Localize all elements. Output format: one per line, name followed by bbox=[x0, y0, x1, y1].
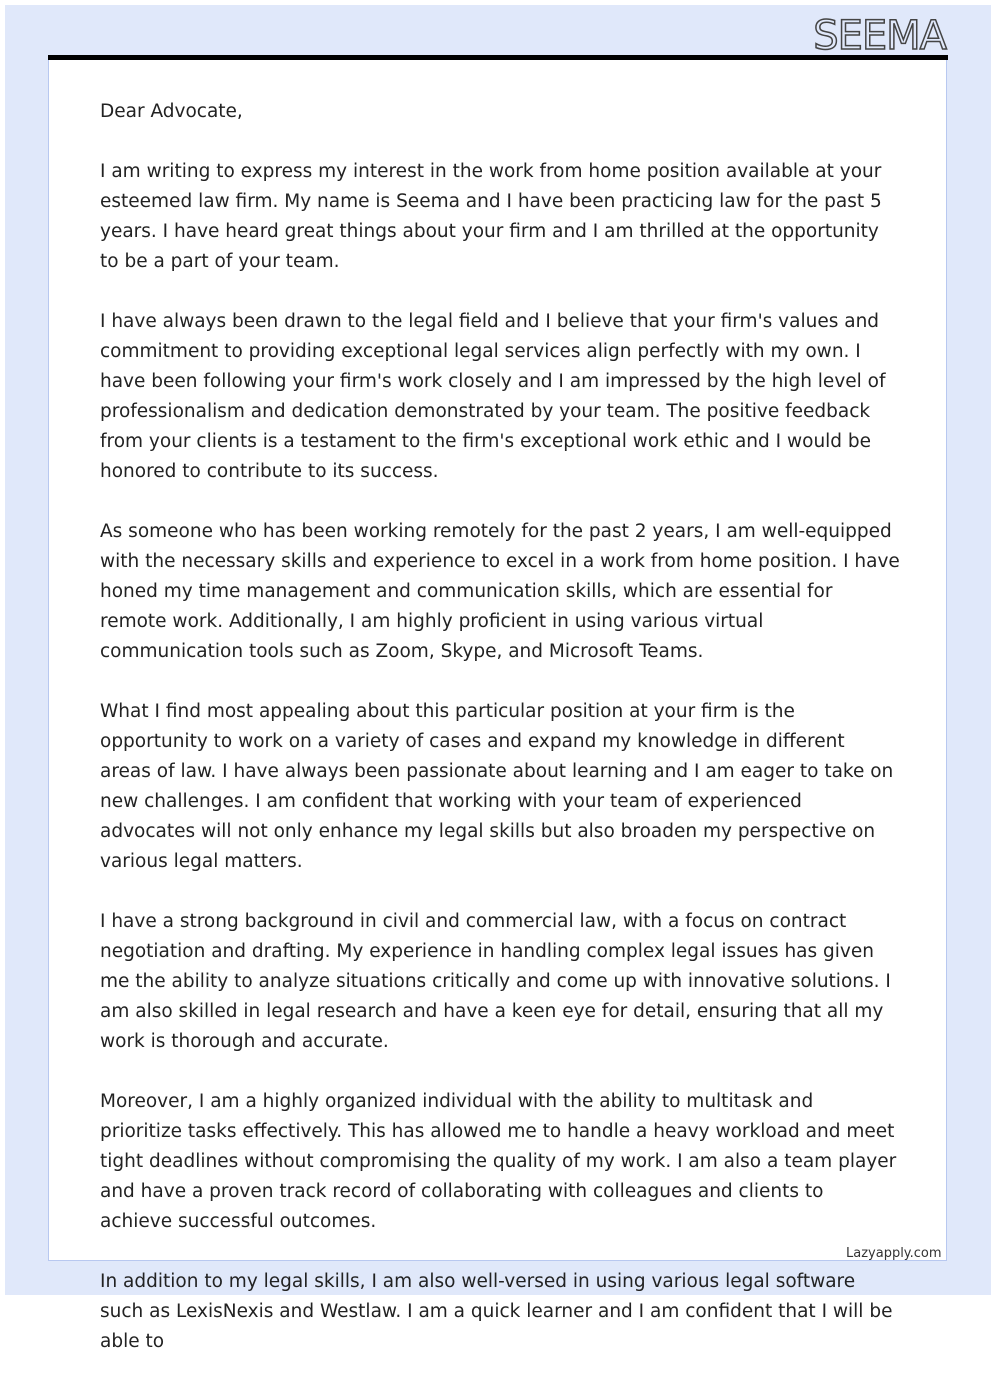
paragraph: What I find most appealing about this particular position at your firm is the opportunity to work on a variety of cases and expand my knowledge in different areas of law. I have always been passionate about learning and I am eager to take on new challenges. I am confident that working with your team of experienced advocates will not only enhance my legal skills but also broaden my perspective on various legal matters. bbox=[100, 701, 894, 872]
paragraph: I have always been drawn to the legal field and I believe that your firm's values and commitment to providing exceptional legal services align perfectly with my own. I have been following your firm's work closely and I am impressed by the high level of professionalism and dedication demonstrated by your team. The positive feedback from your clients is a testament to the firm's exceptional work ethic and I would be honored to contribute to its success. bbox=[100, 311, 886, 482]
paragraph: Moreover, I am a highly organized individual with the ability to multitask and prioritize tasks effectively. This has allowed me to handle a heavy workload and meet tight deadlines without compromising the quality of my work. I am also a team player and have a proven track record of collaborating with colleagues and clients to achieve successful outcomes. bbox=[100, 1091, 897, 1232]
letter-body bbox=[100, 97, 900, 1387]
salutation: Dear Advocate, bbox=[100, 101, 243, 122]
paragraph: I have a strong background in civil and commercial law, with a focus on contract negotiation and drafting. My experience in handling complex legal issues has given me the ability to analyze situations critically and come up with innovative solutions. I am also skilled in legal research and have a keen eye for detail, ensuring that all my work is thorough and accurate. bbox=[100, 911, 891, 1052]
paragraph: I am writing to express my interest in the work from home position available at your esteemed law firm. My name is Seema and I have been practicing law for the past 5 years. I have heard great things about your firm and I am thrilled at the opportunity to be a part of your team. bbox=[100, 161, 882, 272]
brand-name: SEEMA bbox=[813, 13, 946, 59]
watermark: Lazyapply.com bbox=[846, 1246, 942, 1261]
paragraph: As someone who has been working remotely for the past 2 years, I am well-equipped with the necessary skills and experience to excel in a work from home position. I have honed my time management and communication skills, which are essential for remote work. Additionally, I am highly proficient in using various virtual communication tools such as Zoom, Skype, and Microsoft Teams. bbox=[100, 521, 900, 662]
paragraph: In addition to my legal skills, I am also well-versed in using various legal software such as LexisNexis and Westlaw. I am a quick learner and I am confident that I will be able to bbox=[100, 1271, 893, 1352]
